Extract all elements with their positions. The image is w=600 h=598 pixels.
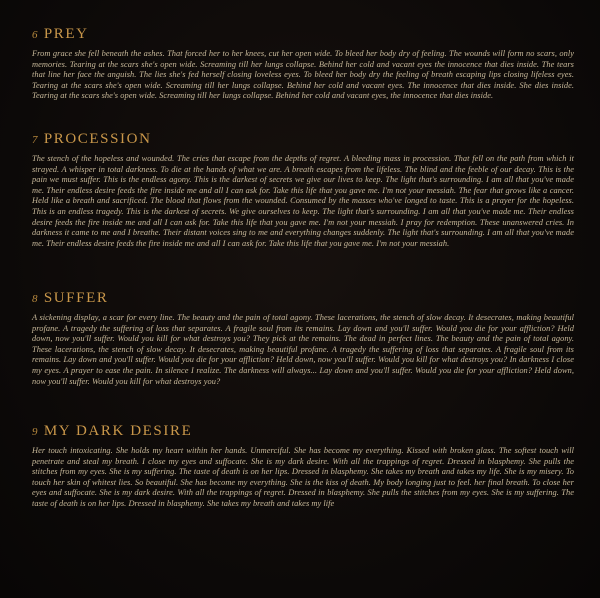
track-heading	[32, 423, 574, 443]
track-number: 6	[32, 29, 38, 41]
track-number: 7	[32, 134, 38, 146]
track-title: PROCESSION	[43, 131, 152, 147]
track-lyrics: A sickening display, a scar for every line. The beauty and the pain of total agony. These lacerations, the stench of slow decay. It desecrates, making beautiful profane. A tragedy the suffering of loss that separates. A fragile soul from its remains. Lay down and you'll suffer. Would you die for your affliction? Held down, now you'll suffer. Would you kill for what destroys you? They pick at the remains. The dead in perfect lines. The beauty and the pain of total agony. These lacerations, the stench of slow decay. It desecrates, making beautiful profane. A tragedy the suffering of loss that separates. A fragile soul from its remains. Lay down and you'll suffer. Would you die for your affliction? Held down, now you'll suffer. Would you kill for what destroys you? In darkness I close my eyes. A prayer to ease the pain. In silence I realize. The darkness will always... Lay down and you'll suffer. Would you die for your affliction? Held down, now you'll suffer. Would you kill for what destroys you?	[32, 313, 574, 386]
track-lyrics: Her touch intoxicating. She holds my heart within her hands. Unmerciful. She has become my everything. Kissed with broken glass. The softest touch will penetrate and steal my breath. I close my eyes and suffocate. She is my dark desire. With all the trappings of regret. Dressed in blasphemy. She pulls the stitches from my eyes. She is my suffering. The taste of death is on her lips. Dressed in blasphemy. She takes my breath and takes my life. She is my misery. To touch her skin of whitest lies. So beautiful. She has become my everything. She is the kiss of death. My body longing just to feel. her final breath. To close her eyes and suffocate. She is my dark desire. With all the trappings of regret. Dressed in blasphemy. She pulls the stitches from my eyes. She is my suffering. The taste of death is on her lips. Dressed in blasphemy. She takes my breath and takes my life	[32, 446, 574, 508]
track-lyrics: From grace she fell beneath the ashes. That forced her to her knees, cut her open wide. To bleed her body dry of feeling. The wounds will form no scars, only memories. Tearing at the scars she's open wide. Screaming till her lungs collapse. Behind her cold and vacant eyes the innocence that dies inside. The tears that line her face the anguish. The lies she's fed herself closing loveless eyes. To bleed her body dry the feeling of breath escaping lips closing lifeless eyes. Tearing at the scars she's open wide. Screaming till her lungs collapse. Behind her cold and vacant eyes. The innocence that dies inside. She dies inside. Tearing at the scars she's open wide. Screaming till her lungs collapse. Behind her cold and vacant eyes, the innocence that dies inside.	[32, 49, 574, 101]
track-title: MY DARK DESIRE	[43, 423, 193, 439]
track-number: 8	[32, 293, 38, 305]
track-heading	[32, 131, 574, 151]
track-title: SUFFER	[43, 290, 109, 306]
track-my-dark-desire	[32, 423, 574, 510]
track-procession	[32, 131, 574, 249]
track-suffer	[32, 290, 574, 387]
track-heading	[32, 26, 574, 46]
track-number: 9	[32, 426, 38, 438]
track-lyrics: The stench of the hopeless and wounded. The cries that escape from the depths of regret. A bleeding mass in procession. That fell on the path from which it strayed. A whisper in total darkness. To die at the hands of what we are. A breath escapes from the lifeless. The blind and the feeble of our decay. This is the pain we must suffer. This is the endless agony. This is the darkest of secrets we give our lives to keep. The light that's surrounding. I am all that you've made me. Their endless desire feeds the fire inside me and all I can ask for. Take this life that you gave me. I'm not your messiah. The fear that grows like a cancer. Held like a breath and sacrificed. The blood that flows from the wounded. Consumed by the masses who've longed to taste. This is a prayer for the hopeless. This is an endless tragedy. This is the darkest of secrets. We give ourselves to keep. The light that's surrounding. I am all that you've made me. Their endless desire feeds the fire inside me and all I can ask for. Take this life that you gave me. I'm not your messiah. I pray for redemption. These unanswered cries. In darkness it came to me and I breathe. Their distant voices sing to me and everything changes suddenly. The light that's surrounding. I am all that you've made me. Their endless desire feeds the fire inside me and all I can ask for. Take this life that you gave me. I'm not your messiah.	[32, 154, 574, 248]
track-title: PREY	[43, 26, 89, 42]
track-heading	[32, 290, 574, 310]
track-prey	[32, 26, 574, 102]
